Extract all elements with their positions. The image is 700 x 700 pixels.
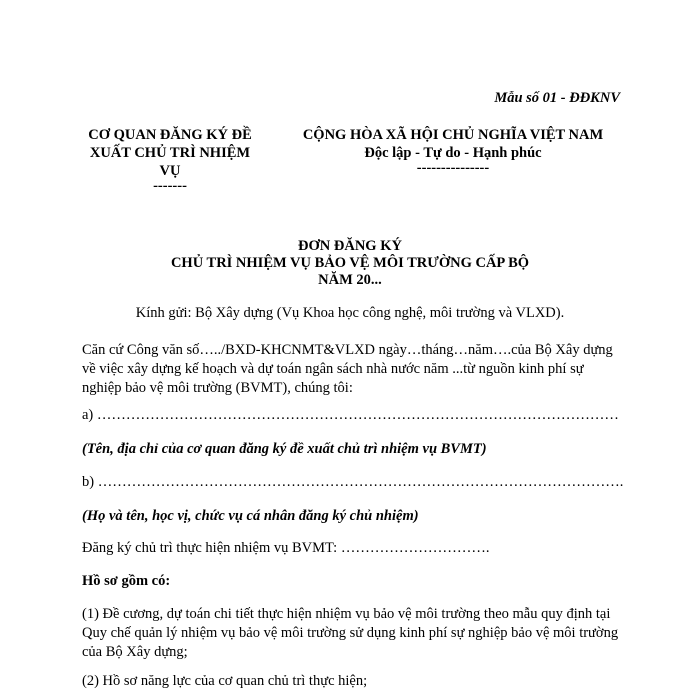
recipient-line: Kính gửi: Bộ Xây dựng (Vụ Khoa học công nghệ, môi trường và VLXD). (135, 305, 565, 321)
item-a-note: (Tên, địa chỉ của cơ quan đăng ký đề xuất chủ trì nhiệm vụ BVMT) (82, 441, 487, 457)
item-b-blank: b) ………………………………………………………………………………………………. (82, 474, 624, 490)
title-line-3: NĂM 20... (318, 272, 382, 288)
agency-line: VỤ (159, 163, 181, 179)
agency-separator: ------- (153, 178, 187, 194)
title-line-2: CHỦ TRÌ NHIỆM VỤ BẢO VỆ MÔI TRƯỜNG CẤP BỘ (170, 255, 530, 271)
dossier-item-1: (1) Đề cương, dự toán chi tiết thực hiện nhiệm vụ bảo vệ môi trường theo mẫu quy định tại Quy chế quản lý nhiệm vụ bảo vệ môi trường sử dụng kinh phí sự nghiệp bảo vệ môi trường của Bộ Xây dựng; (82, 606, 619, 660)
title-line-1: ĐƠN ĐĂNG KÝ (298, 238, 402, 254)
motto: Độc lập - Tự do - Hạnh phúc (364, 145, 542, 161)
item-b-note: (Họ và tên, học vị, chức vụ cá nhân đăng ký chủ nhiệm) (82, 508, 419, 524)
national-motto-header (268, 126, 638, 174)
agency-line: XUẤT CHỦ TRÌ NHIỆM (89, 145, 251, 161)
agency-line: CƠ QUAN ĐĂNG KÝ ĐỀ (88, 127, 252, 143)
country-name: CỘNG HÒA XÃ HỘI CHỦ NGHĨA VIỆT NAM (302, 127, 604, 143)
motto-separator: --------------- (416, 160, 490, 176)
dossier-item-2: (2) Hồ sơ năng lực của cơ quan chủ trì thực hiện; (82, 673, 368, 689)
document-title (0, 238, 700, 289)
issuing-agency-header (70, 126, 270, 192)
dossier-heading: Hồ sơ gồm có: (82, 573, 171, 589)
item-a-blank: a) ……………………………………………………………………………………………… (82, 407, 619, 423)
register-line: Đăng ký chủ trì thực hiện nhiệm vụ BVMT: …………………………. (82, 540, 490, 556)
basis-paragraph: Căn cứ Công văn số…../BXD-KHCNMT&VLXD ngày…tháng…năm….của Bộ Xây dựng về việc xây dựng kế hoạch và dự toán ngân sách nhà nước năm ...từ nguồn kinh phí sự nghiệp bảo vệ môi trường (BVMT), chúng tôi: (82, 342, 613, 396)
form-code: Mẫu số 01 - ĐĐKNV (494, 90, 620, 106)
